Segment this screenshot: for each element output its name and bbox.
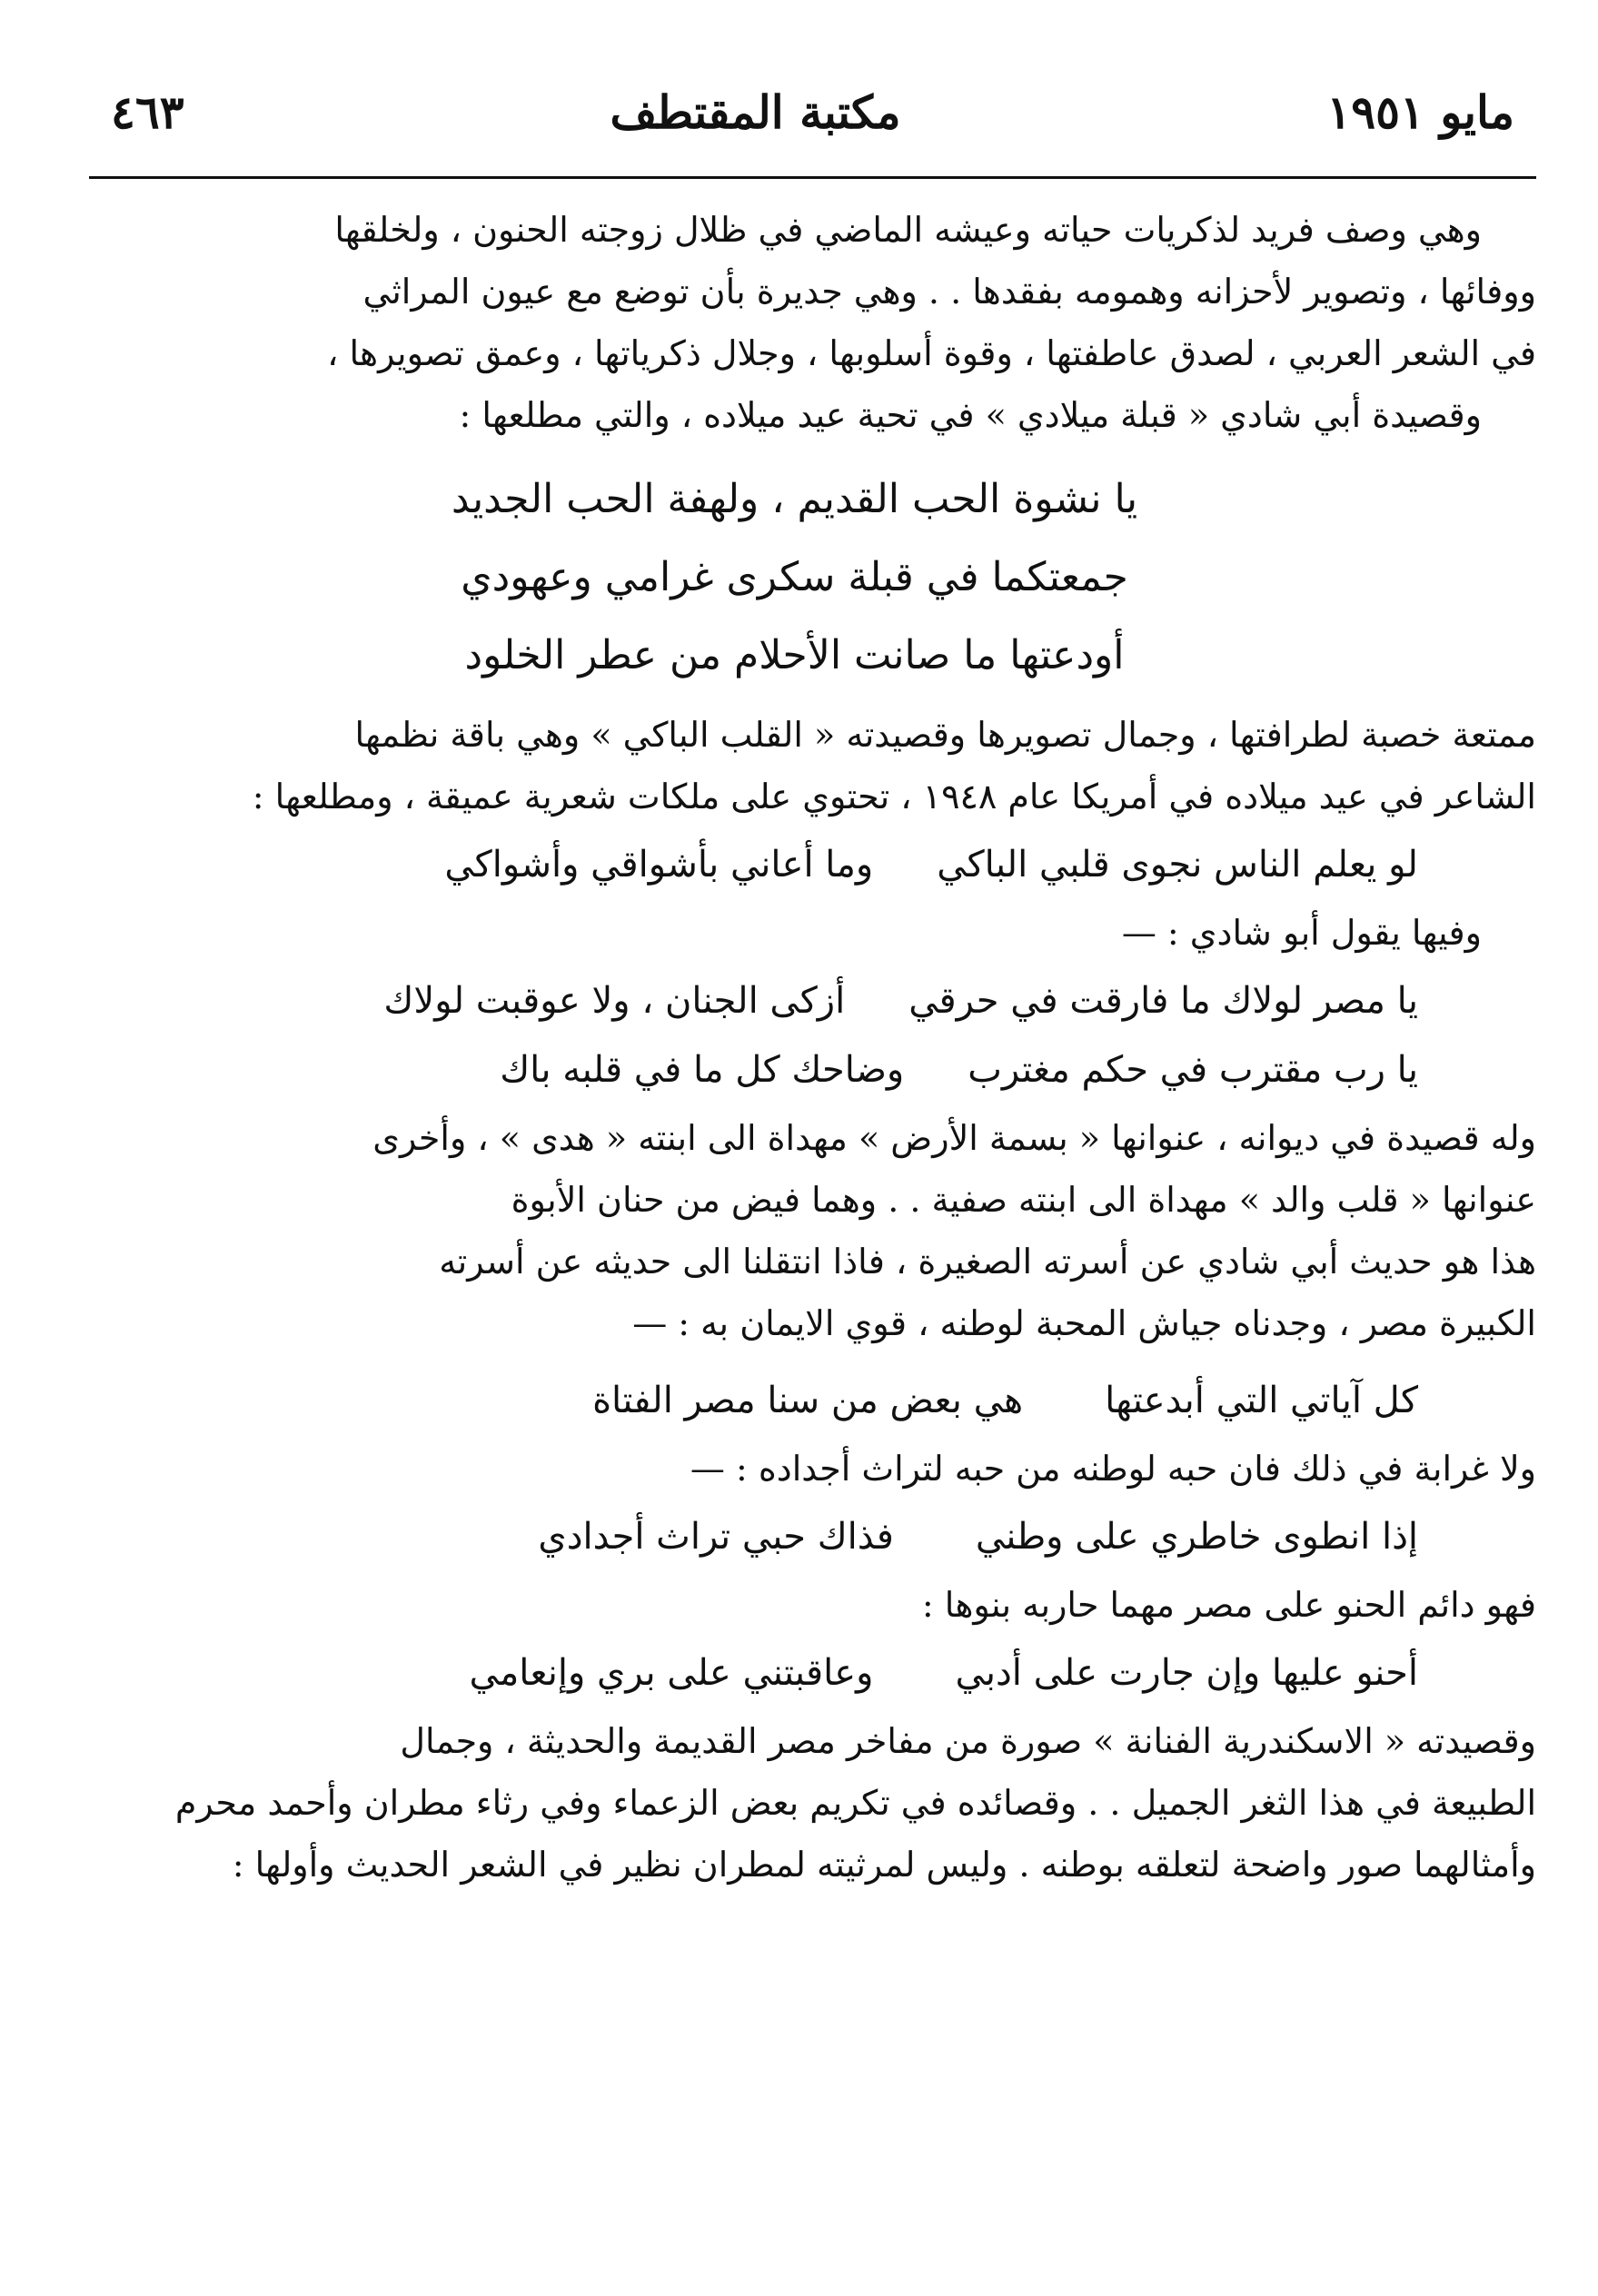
text-line: الطبيعة في هذا الثغر الجميل . . وقصائده في تكريم بعض الزعماء وفي رثاء مطران وأحمد محرم xyxy=(174,1783,1536,1823)
verse-couplet xyxy=(89,1505,1536,1569)
text-line: وهي وصف فريد لذكريات حياته وعيشه الماضي في ظلال زوجته الحنون ، ولخلقها xyxy=(334,210,1482,250)
header-rule xyxy=(89,176,1536,179)
hemistich-right: لو يعلم الناس نجوى قلبي الباكي xyxy=(937,844,1418,886)
text-line: ولا غرابة في ذلك فان حبه لوطنه من حبه لتراث أجداده : — xyxy=(690,1449,1536,1489)
running-title: مكتبة المقتطف xyxy=(610,84,901,139)
issue-date: مايو ١٩٥١ xyxy=(1326,84,1514,139)
verse-line: يا نشوة الحب القديم ، ولهفة الحب الجديد xyxy=(451,476,1138,522)
verse-line: أودعتها ما صانت الأحلام من عطر الخلود xyxy=(464,632,1125,678)
text-line: في الشعر العربي ، لصدق عاطفتها ، وقوة أسلوبها ، وجلال ذكرياتها ، وعمق تصويرها ، xyxy=(327,333,1536,373)
text-line: هذا هو حديث أبي شادي عن أسرته الصغيرة ، فاذا انتقلنا الى حديثه عن أسرته xyxy=(439,1242,1536,1282)
text-line: وفيها يقول أبو شادي : — xyxy=(1121,913,1482,953)
hemistich-right: أحنو عليها وإن جارت على أدبي xyxy=(955,1652,1418,1694)
text-line: ممتعة خصبة لطرافتها ، وجمال تصويرها وقصيدته « القلب الباكي » وهي باقة نظمها xyxy=(354,715,1536,755)
paragraph-homeland xyxy=(89,1231,1536,1354)
text-line: عنوانها « قلب والد » مهداة الى ابنته صفية . . وهما فيض من حنان الأبوة xyxy=(511,1180,1536,1220)
paragraph-qublat-miladi xyxy=(89,384,1536,446)
hemistich-right: يا رب مقترب في حكم مغترب xyxy=(968,1049,1418,1091)
text-line: الكبيرة مصر ، وجدناه جياش المحبة لوطنه ، قوي الايمان به : — xyxy=(632,1303,1536,1343)
hemistich-left: وضاحك كل ما في قلبه باك xyxy=(500,1049,905,1091)
hemistich-left: وعاقبتني على بري وإنعامي xyxy=(469,1652,874,1694)
paragraph-elegy xyxy=(89,199,1536,384)
page-number: ٤٦٣ xyxy=(111,84,184,139)
text-line: فهو دائم الحنو على مصر مهما حاربه بنوها : xyxy=(921,1585,1536,1625)
paragraph-devotion xyxy=(89,1574,1536,1636)
hemistich-right: إذا انطوى خاطري على وطني xyxy=(975,1516,1418,1558)
verse-couplet xyxy=(89,833,1536,896)
paragraph-heritage xyxy=(89,1438,1536,1499)
paragraph-qalb-baki xyxy=(89,704,1536,827)
hemistich-left: وما أعاني بأشواقي وأشواكي xyxy=(444,844,874,886)
text-line: ووفائها ، وتصوير لأحزانه وهمومه بفقدها . . وهي جديرة بأن توضع مع عيون المراثي xyxy=(362,272,1536,312)
verse-couplet xyxy=(89,1641,1536,1705)
text-line: وقصيدة أبي شادي « قبلة ميلادي » في تحية عيد ميلاده ، والتي مطلعها : xyxy=(459,395,1482,435)
paragraph-alexandria xyxy=(89,1710,1536,1895)
text-line: الشاعر في عيد ميلاده في أمريكا عام ١٩٤٨ ، تحتوي على ملكات شعرية عميقة ، ومطلعها : xyxy=(252,777,1536,816)
poem-qublat-miladi xyxy=(89,460,1536,695)
hemistich-left: أزكى الجنان ، ولا عوقبت لولاك xyxy=(383,980,846,1022)
text-line: وقصيدته « الاسكندرية الفنانة » صورة من مفاخر مصر القديمة والحديثة ، وجمال xyxy=(400,1721,1536,1761)
verse-couplet xyxy=(89,969,1536,1033)
paragraph-daughters xyxy=(89,1107,1536,1231)
paragraph-intro xyxy=(89,902,1536,964)
verse-line: جمعتكما في قبلة سكرى غرامي وعهودي xyxy=(461,554,1128,600)
page-body xyxy=(89,199,1536,1895)
hemistich-left: فذاك حبي تراث أجدادي xyxy=(538,1516,894,1558)
running-header xyxy=(89,71,1536,153)
hemistich-right: يا مصر لولاك ما فارقت في حرقي xyxy=(908,980,1418,1022)
text-line: وأمثالهما صور واضحة لتعلقه بوطنه . وليس لمرثيته لمطران نظير في الشعر الحديث وأولها : xyxy=(232,1845,1536,1885)
hemistich-right: كل آياتي التي أبدعتها xyxy=(1105,1380,1418,1421)
hemistich-left: هي بعض من سنا مصر الفتاة xyxy=(592,1380,1024,1421)
verse-couplet xyxy=(89,1369,1536,1432)
verse-couplet xyxy=(89,1038,1536,1102)
text-line: وله قصيدة في ديوانه ، عنوانها « بسمة الأرض » مهداة الى ابنته « هدى » ، وأخرى xyxy=(372,1118,1536,1158)
